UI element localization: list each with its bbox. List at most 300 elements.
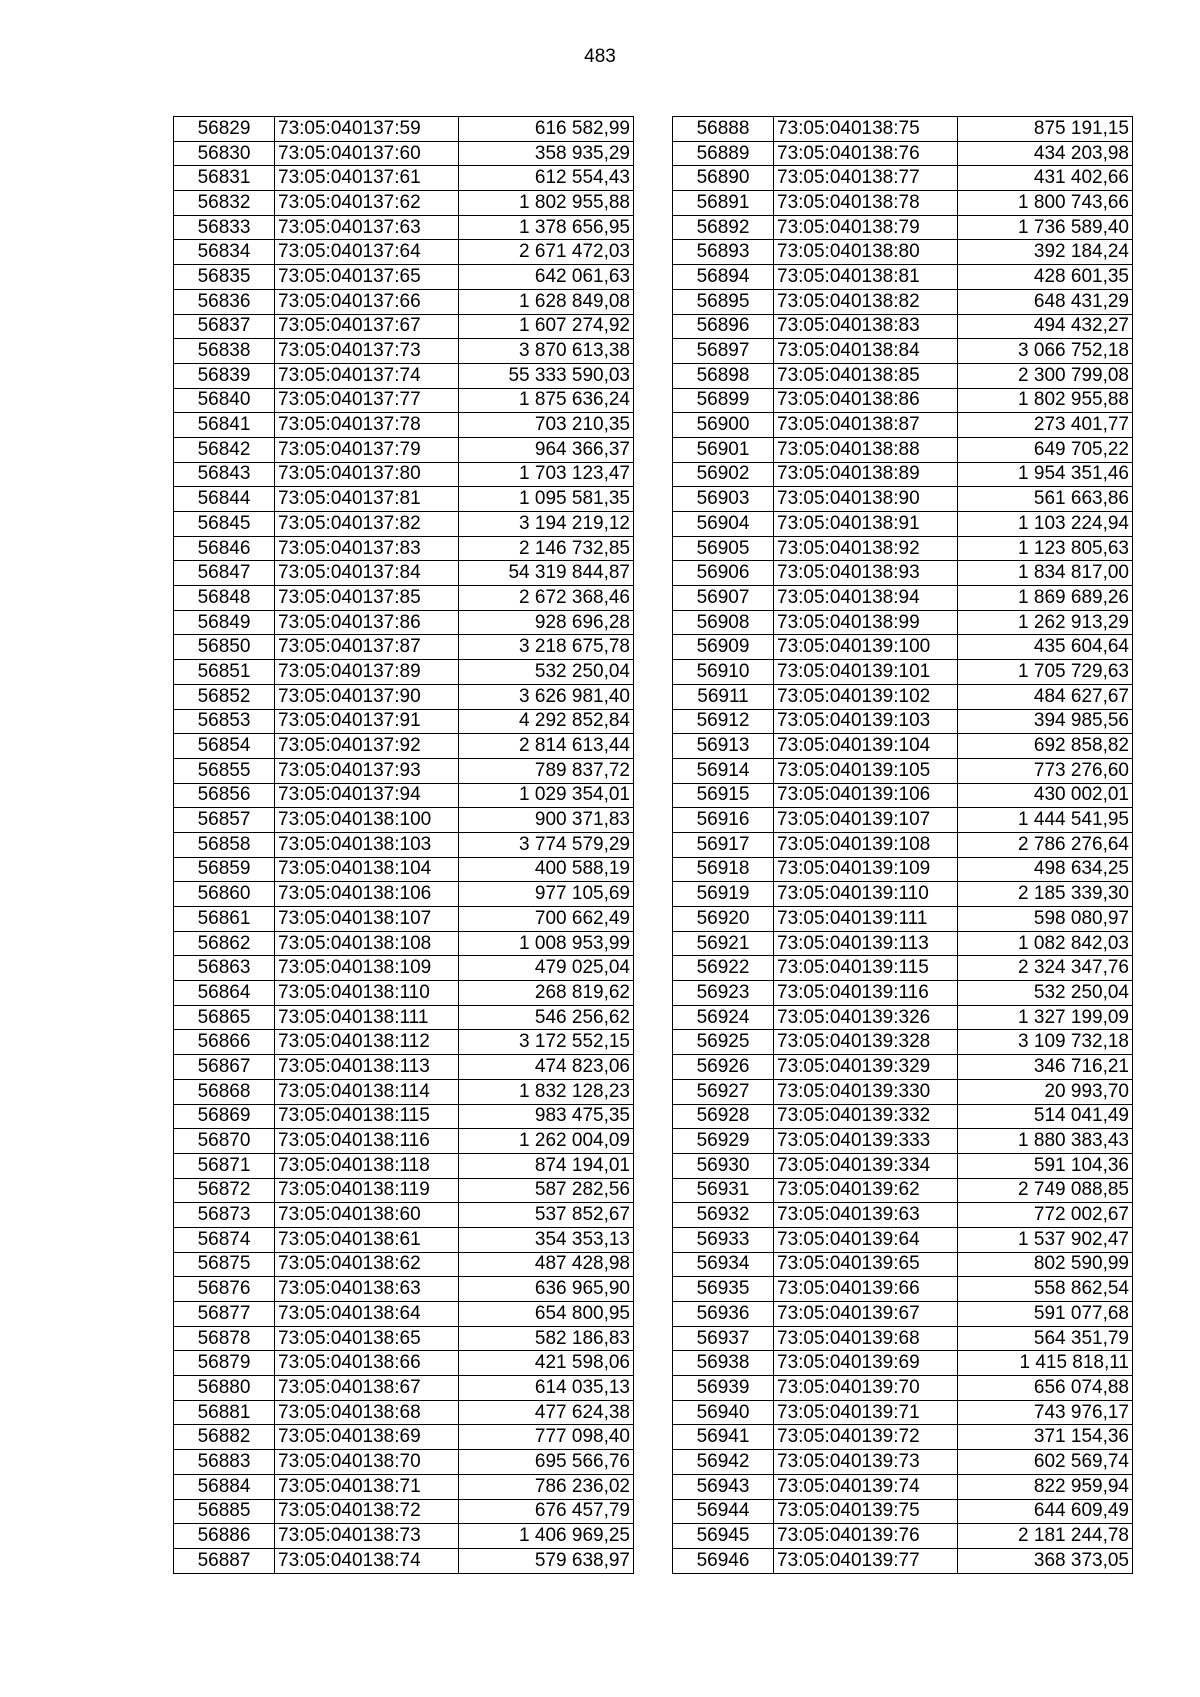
row-number-cell: 56852 (174, 684, 275, 709)
table-row (174, 808, 634, 833)
row-number-cell: 56866 (174, 1030, 275, 1055)
row-number-cell: 56887 (174, 1548, 275, 1573)
value-cell: 1 834 817,00 (958, 561, 1133, 586)
cadastral-number-cell: 73:05:040138:78 (774, 191, 958, 216)
value-cell: 394 985,56 (958, 709, 1133, 734)
cadastral-number-cell: 73:05:040138:94 (774, 586, 958, 611)
cadastral-number-cell: 73:05:040138:65 (275, 1326, 459, 1351)
value-cell: 676 457,79 (459, 1499, 634, 1524)
row-number-cell: 56873 (174, 1203, 275, 1228)
row-number-cell: 56899 (673, 388, 774, 413)
value-cell: 875 191,15 (958, 117, 1133, 142)
table-row (174, 882, 634, 907)
table-row (174, 141, 634, 166)
value-cell: 1 262 004,09 (459, 1129, 634, 1154)
cadastral-number-cell: 73:05:040137:67 (275, 314, 459, 339)
row-number-cell: 56942 (673, 1450, 774, 1475)
row-number-cell: 56880 (174, 1376, 275, 1401)
table-row (174, 117, 634, 142)
table-row (673, 684, 1133, 709)
value-cell: 3 774 579,29 (459, 832, 634, 857)
value-cell: 1 029 354,01 (459, 783, 634, 808)
value-cell: 3 626 981,40 (459, 684, 634, 709)
value-cell: 2 749 088,85 (958, 1178, 1133, 1203)
row-number-cell: 56871 (174, 1153, 275, 1178)
row-number-cell: 56850 (174, 635, 275, 660)
row-number-cell: 56831 (174, 166, 275, 191)
cadastral-number-cell: 73:05:040138:107 (275, 907, 459, 932)
table-row (673, 734, 1133, 759)
table-row (673, 832, 1133, 857)
row-number-cell: 56939 (673, 1376, 774, 1401)
cadastral-number-cell: 73:05:040138:77 (774, 166, 958, 191)
table-row (174, 1104, 634, 1129)
value-cell: 2 814 613,44 (459, 734, 634, 759)
value-cell: 1 703 123,47 (459, 462, 634, 487)
row-number-cell: 56881 (174, 1400, 275, 1425)
row-number-cell: 56907 (673, 586, 774, 611)
table-row (673, 240, 1133, 265)
cadastral-number-cell: 73:05:040138:112 (275, 1030, 459, 1055)
value-cell: 703 210,35 (459, 413, 634, 438)
row-number-cell: 56889 (673, 141, 774, 166)
row-number-cell: 56929 (673, 1129, 774, 1154)
row-number-cell: 56888 (673, 117, 774, 142)
row-number-cell: 56844 (174, 487, 275, 512)
value-cell: 1 800 743,66 (958, 191, 1133, 216)
value-cell: 400 588,19 (459, 857, 634, 882)
table-row (174, 610, 634, 635)
row-number-cell: 56897 (673, 339, 774, 364)
row-number-cell: 56886 (174, 1524, 275, 1549)
value-cell: 2 185 339,30 (958, 882, 1133, 907)
table-row (673, 1376, 1133, 1401)
table-row (174, 1499, 634, 1524)
table-row (174, 1203, 634, 1228)
row-number-cell: 56846 (174, 536, 275, 561)
row-number-cell: 56874 (174, 1227, 275, 1252)
value-cell: 1 444 541,95 (958, 808, 1133, 833)
value-cell: 602 569,74 (958, 1450, 1133, 1475)
cadastral-number-cell: 73:05:040138:114 (275, 1079, 459, 1104)
cadastral-number-cell: 73:05:040138:115 (275, 1104, 459, 1129)
table-row (174, 1079, 634, 1104)
cadastral-number-cell: 73:05:040138:69 (275, 1425, 459, 1450)
row-number-cell: 56902 (673, 462, 774, 487)
value-cell: 514 041,49 (958, 1104, 1133, 1129)
cadastral-number-cell: 73:05:040138:64 (275, 1302, 459, 1327)
value-cell: 1 415 818,11 (958, 1351, 1133, 1376)
row-number-cell: 56839 (174, 363, 275, 388)
table-row (673, 388, 1133, 413)
table-row (673, 289, 1133, 314)
value-cell: 3 109 732,18 (958, 1030, 1133, 1055)
cadastral-number-cell: 73:05:040137:93 (275, 758, 459, 783)
cadastral-number-cell: 73:05:040137:85 (275, 586, 459, 611)
table-row (174, 437, 634, 462)
table-row (673, 660, 1133, 685)
value-cell: 2 324 347,76 (958, 956, 1133, 981)
value-cell: 977 105,69 (459, 882, 634, 907)
value-cell: 561 663,86 (958, 487, 1133, 512)
table-row (673, 166, 1133, 191)
row-number-cell: 56945 (673, 1524, 774, 1549)
table-row (174, 783, 634, 808)
table-row (174, 1524, 634, 1549)
row-number-cell: 56851 (174, 660, 275, 685)
row-number-cell: 56861 (174, 907, 275, 932)
table-row (174, 166, 634, 191)
table-row (673, 1400, 1133, 1425)
cadastral-number-cell: 73:05:040138:62 (275, 1252, 459, 1277)
value-cell: 4 292 852,84 (459, 709, 634, 734)
cadastral-number-cell: 73:05:040139:103 (774, 709, 958, 734)
row-number-cell: 56908 (673, 610, 774, 635)
left-table (173, 116, 634, 1574)
cadastral-number-cell: 73:05:040137:64 (275, 240, 459, 265)
row-number-cell: 56919 (673, 882, 774, 907)
cadastral-number-cell: 73:05:040139:113 (774, 931, 958, 956)
value-cell: 430 002,01 (958, 783, 1133, 808)
value-cell: 983 475,35 (459, 1104, 634, 1129)
value-cell: 487 428,98 (459, 1252, 634, 1277)
cadastral-number-cell: 73:05:040139:76 (774, 1524, 958, 1549)
table-row (673, 191, 1133, 216)
table-row (174, 1302, 634, 1327)
cadastral-number-cell: 73:05:040137:74 (275, 363, 459, 388)
value-cell: 1 008 953,99 (459, 931, 634, 956)
row-number-cell: 56936 (673, 1302, 774, 1327)
row-number-cell: 56838 (174, 339, 275, 364)
value-cell: 654 800,95 (459, 1302, 634, 1327)
value-cell: 1 736 589,40 (958, 215, 1133, 240)
row-number-cell: 56840 (174, 388, 275, 413)
cadastral-number-cell: 73:05:040138:113 (275, 1055, 459, 1080)
value-cell: 598 080,97 (958, 907, 1133, 932)
table-row (673, 1079, 1133, 1104)
value-cell: 2 181 244,78 (958, 1524, 1133, 1549)
value-cell: 700 662,49 (459, 907, 634, 932)
table-row (673, 1178, 1133, 1203)
cadastral-number-cell: 73:05:040138:99 (774, 610, 958, 635)
value-cell: 614 035,13 (459, 1376, 634, 1401)
table-row (174, 1252, 634, 1277)
value-cell: 273 401,77 (958, 413, 1133, 438)
value-cell: 1 880 383,43 (958, 1129, 1133, 1154)
value-cell: 434 203,98 (958, 141, 1133, 166)
row-number-cell: 56835 (174, 265, 275, 290)
cadastral-number-cell: 73:05:040137:63 (275, 215, 459, 240)
table-row (673, 1548, 1133, 1573)
row-number-cell: 56849 (174, 610, 275, 635)
table-row (174, 289, 634, 314)
table-row (174, 1474, 634, 1499)
value-cell: 644 609,49 (958, 1499, 1133, 1524)
row-number-cell: 56843 (174, 462, 275, 487)
value-cell: 484 627,67 (958, 684, 1133, 709)
value-cell: 1 607 274,92 (459, 314, 634, 339)
cadastral-number-cell: 73:05:040138:89 (774, 462, 958, 487)
cadastral-number-cell: 73:05:040139:109 (774, 857, 958, 882)
cadastral-number-cell: 73:05:040139:67 (774, 1302, 958, 1327)
row-number-cell: 56940 (673, 1400, 774, 1425)
table-row (673, 437, 1133, 462)
value-cell: 789 837,72 (459, 758, 634, 783)
cadastral-number-cell: 73:05:040138:104 (275, 857, 459, 882)
table-row (174, 1153, 634, 1178)
table-row (673, 561, 1133, 586)
table-row (174, 981, 634, 1006)
table-row (673, 1227, 1133, 1252)
cadastral-number-cell: 73:05:040138:118 (275, 1153, 459, 1178)
value-cell: 3 870 613,38 (459, 339, 634, 364)
cadastral-number-cell: 73:05:040137:65 (275, 265, 459, 290)
cadastral-number-cell: 73:05:040139:102 (774, 684, 958, 709)
table-row (673, 1425, 1133, 1450)
left-table-body (174, 117, 634, 1574)
row-number-cell: 56923 (673, 981, 774, 1006)
value-cell: 3 066 752,18 (958, 339, 1133, 364)
value-cell: 695 566,76 (459, 1450, 634, 1475)
value-cell: 474 823,06 (459, 1055, 634, 1080)
table-row (174, 1227, 634, 1252)
cadastral-number-cell: 73:05:040137:86 (275, 610, 459, 635)
row-number-cell: 56853 (174, 709, 275, 734)
cadastral-number-cell: 73:05:040137:73 (275, 339, 459, 364)
cadastral-number-cell: 73:05:040138:92 (774, 536, 958, 561)
table-row (174, 758, 634, 783)
table-row (673, 635, 1133, 660)
table-row (174, 709, 634, 734)
value-cell: 494 432,27 (958, 314, 1133, 339)
value-cell: 20 993,70 (958, 1079, 1133, 1104)
table-row (174, 314, 634, 339)
table-row (673, 931, 1133, 956)
table-row (174, 215, 634, 240)
row-number-cell: 56901 (673, 437, 774, 462)
row-number-cell: 56885 (174, 1499, 275, 1524)
value-cell: 537 852,67 (459, 1203, 634, 1228)
row-number-cell: 56918 (673, 857, 774, 882)
value-cell: 1 875 636,24 (459, 388, 634, 413)
value-cell: 1 628 849,08 (459, 289, 634, 314)
cadastral-number-cell: 73:05:040138:67 (275, 1376, 459, 1401)
value-cell: 1 832 128,23 (459, 1079, 634, 1104)
cadastral-number-cell: 73:05:040137:62 (275, 191, 459, 216)
table-row (174, 191, 634, 216)
row-number-cell: 56847 (174, 561, 275, 586)
table-row (174, 1055, 634, 1080)
value-cell: 900 371,83 (459, 808, 634, 833)
row-number-cell: 56877 (174, 1302, 275, 1327)
value-cell: 546 256,62 (459, 1005, 634, 1030)
table-row (673, 981, 1133, 1006)
table-row (174, 1450, 634, 1475)
cadastral-number-cell: 73:05:040138:109 (275, 956, 459, 981)
table-row (174, 1326, 634, 1351)
cadastral-number-cell: 73:05:040139:116 (774, 981, 958, 1006)
row-number-cell: 56872 (174, 1178, 275, 1203)
cadastral-number-cell: 73:05:040139:108 (774, 832, 958, 857)
value-cell: 532 250,04 (958, 981, 1133, 1006)
table-row (673, 1351, 1133, 1376)
cadastral-number-cell: 73:05:040138:91 (774, 512, 958, 537)
cadastral-number-cell: 73:05:040139:332 (774, 1104, 958, 1129)
table-row (673, 141, 1133, 166)
cadastral-number-cell: 73:05:040139:328 (774, 1030, 958, 1055)
row-number-cell: 56913 (673, 734, 774, 759)
value-cell: 346 716,21 (958, 1055, 1133, 1080)
row-number-cell: 56910 (673, 660, 774, 685)
row-number-cell: 56906 (673, 561, 774, 586)
value-cell: 928 696,28 (459, 610, 634, 635)
cadastral-number-cell: 73:05:040139:68 (774, 1326, 958, 1351)
row-number-cell: 56858 (174, 832, 275, 857)
row-number-cell: 56875 (174, 1252, 275, 1277)
row-number-cell: 56864 (174, 981, 275, 1006)
row-number-cell: 56830 (174, 141, 275, 166)
table-row (673, 215, 1133, 240)
row-number-cell: 56941 (673, 1425, 774, 1450)
value-cell: 777 098,40 (459, 1425, 634, 1450)
row-number-cell: 56944 (673, 1499, 774, 1524)
value-cell: 368 373,05 (958, 1548, 1133, 1573)
table-row (673, 956, 1133, 981)
table-row (673, 1302, 1133, 1327)
value-cell: 392 184,24 (958, 240, 1133, 265)
table-row (673, 1326, 1133, 1351)
row-number-cell: 56896 (673, 314, 774, 339)
cadastral-number-cell: 73:05:040137:82 (275, 512, 459, 537)
row-number-cell: 56876 (174, 1277, 275, 1302)
row-number-cell: 56927 (673, 1079, 774, 1104)
table-row (673, 1005, 1133, 1030)
cadastral-number-cell: 73:05:040138:106 (275, 882, 459, 907)
cadastral-number-cell: 73:05:040138:116 (275, 1129, 459, 1154)
cadastral-number-cell: 73:05:040137:92 (275, 734, 459, 759)
value-cell: 428 601,35 (958, 265, 1133, 290)
row-number-cell: 56900 (673, 413, 774, 438)
table-row (673, 1277, 1133, 1302)
row-number-cell: 56862 (174, 931, 275, 956)
cadastral-number-cell: 73:05:040137:83 (275, 536, 459, 561)
cadastral-number-cell: 73:05:040137:78 (275, 413, 459, 438)
cadastral-number-cell: 73:05:040137:79 (275, 437, 459, 462)
row-number-cell: 56867 (174, 1055, 275, 1080)
table-row (174, 1030, 634, 1055)
table-row (174, 1277, 634, 1302)
cadastral-number-cell: 73:05:040138:86 (774, 388, 958, 413)
row-number-cell: 56925 (673, 1030, 774, 1055)
value-cell: 2 786 276,64 (958, 832, 1133, 857)
cadastral-number-cell: 73:05:040139:69 (774, 1351, 958, 1376)
table-row (673, 808, 1133, 833)
row-number-cell: 56932 (673, 1203, 774, 1228)
cadastral-number-cell: 73:05:040137:84 (275, 561, 459, 586)
table-row (174, 512, 634, 537)
table-row (174, 413, 634, 438)
table-row (673, 1474, 1133, 1499)
row-number-cell: 56882 (174, 1425, 275, 1450)
cadastral-number-cell: 73:05:040139:105 (774, 758, 958, 783)
table-row (174, 240, 634, 265)
cadastral-number-cell: 73:05:040138:84 (774, 339, 958, 364)
value-cell: 435 604,64 (958, 635, 1133, 660)
value-cell: 1 262 913,29 (958, 610, 1133, 635)
cadastral-number-cell: 73:05:040138:119 (275, 1178, 459, 1203)
table-row (174, 1129, 634, 1154)
value-cell: 3 218 675,78 (459, 635, 634, 660)
value-cell: 1 123 805,63 (958, 536, 1133, 561)
cadastral-number-cell: 73:05:040138:70 (275, 1450, 459, 1475)
row-number-cell: 56915 (673, 783, 774, 808)
value-cell: 268 819,62 (459, 981, 634, 1006)
table-row (174, 339, 634, 364)
value-cell: 1 082 842,03 (958, 931, 1133, 956)
value-cell: 1 378 656,95 (459, 215, 634, 240)
table-row (174, 734, 634, 759)
value-cell: 1 537 902,47 (958, 1227, 1133, 1252)
cadastral-number-cell: 73:05:040139:74 (774, 1474, 958, 1499)
row-number-cell: 56909 (673, 635, 774, 660)
value-cell: 564 351,79 (958, 1326, 1133, 1351)
cadastral-number-cell: 73:05:040139:330 (774, 1079, 958, 1104)
table-row (174, 1376, 634, 1401)
table-row (174, 857, 634, 882)
value-cell: 354 353,13 (459, 1227, 634, 1252)
row-number-cell: 56879 (174, 1351, 275, 1376)
row-number-cell: 56928 (673, 1104, 774, 1129)
table-row (673, 1450, 1133, 1475)
value-cell: 55 333 590,03 (459, 363, 634, 388)
table-row (673, 586, 1133, 611)
table-row (174, 1178, 634, 1203)
cadastral-number-cell: 73:05:040138:100 (275, 808, 459, 833)
cadastral-number-cell: 73:05:040139:111 (774, 907, 958, 932)
value-cell: 612 554,43 (459, 166, 634, 191)
table-row (174, 931, 634, 956)
cadastral-number-cell: 73:05:040139:64 (774, 1227, 958, 1252)
table-row (673, 1055, 1133, 1080)
value-cell: 1 095 581,35 (459, 487, 634, 512)
table-row (673, 1129, 1133, 1154)
table-row (174, 832, 634, 857)
cadastral-number-cell: 73:05:040139:101 (774, 660, 958, 685)
table-row (673, 1030, 1133, 1055)
table-row (673, 413, 1133, 438)
row-number-cell: 56938 (673, 1351, 774, 1376)
row-number-cell: 56833 (174, 215, 275, 240)
row-number-cell: 56922 (673, 956, 774, 981)
cadastral-number-cell: 73:05:040139:73 (774, 1450, 958, 1475)
value-cell: 772 002,67 (958, 1203, 1133, 1228)
value-cell: 477 624,38 (459, 1400, 634, 1425)
cadastral-number-cell: 73:05:040139:115 (774, 956, 958, 981)
value-cell: 773 276,60 (958, 758, 1133, 783)
row-number-cell: 56931 (673, 1178, 774, 1203)
value-cell: 579 638,97 (459, 1548, 634, 1573)
table-row (174, 660, 634, 685)
table-row (174, 561, 634, 586)
table-row (174, 907, 634, 932)
value-cell: 2 672 368,46 (459, 586, 634, 611)
cadastral-number-cell: 73:05:040139:100 (774, 635, 958, 660)
cadastral-number-cell: 73:05:040137:61 (275, 166, 459, 191)
table-row (673, 1203, 1133, 1228)
value-cell: 802 590,99 (958, 1252, 1133, 1277)
value-cell: 2 671 472,03 (459, 240, 634, 265)
cadastral-number-cell: 73:05:040139:72 (774, 1425, 958, 1450)
